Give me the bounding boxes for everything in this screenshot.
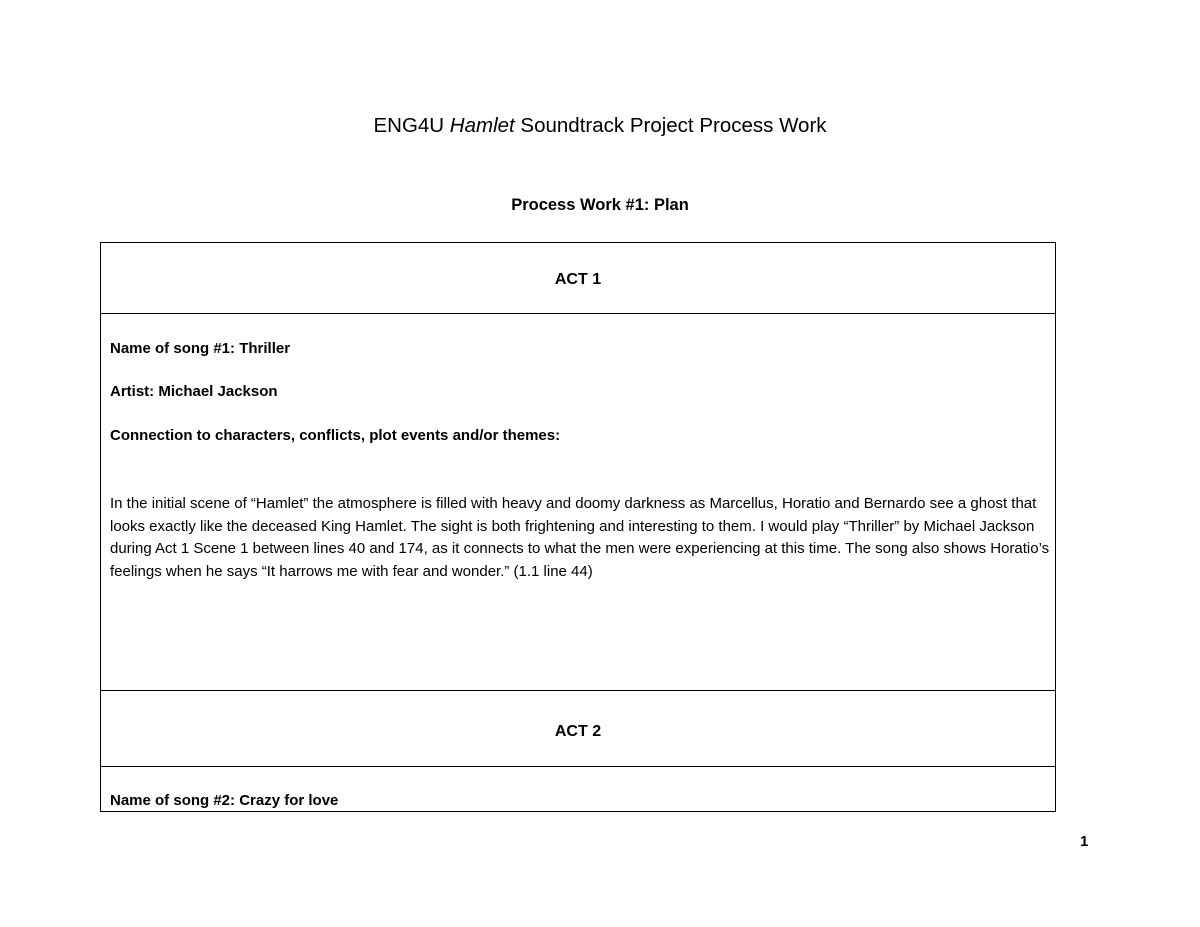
act-1-connection-text: In the initial scene of “Hamlet” the atmosphere is filled with heavy and doomy darkness as Marcellus, Horatio and Bernardo see a ghost that looks exactly like the deceased King Hamlet. The sight is both frightening and interesting to them. I would play “Thriller” by Michael Jackson during Act 1 Scene 1 between lines 40 and 174, as it connects to what the men were experiencing at this time. The song also shows Horatio’s feelings when he says “It harrows me with fear and wonder.” (1.1 line 44)	[110, 495, 1050, 580]
row-divider	[101, 690, 1055, 691]
act-1-connection-label: Connection to characters, conflicts, plot events and/or themes:	[110, 427, 561, 444]
title-prefix: ENG4U	[373, 114, 450, 137]
page-number: 1	[1080, 833, 1089, 850]
soundtrack-table	[100, 242, 1056, 812]
row-divider	[101, 766, 1055, 767]
act-2-song-name: Name of song #2: Crazy for love	[110, 792, 339, 809]
title-italic: Hamlet	[449, 114, 515, 137]
act-1-song-name: Name of song #1: Thriller	[110, 340, 291, 357]
document-title	[0, 112, 1200, 140]
act-1-artist: Artist: Michael Jackson	[110, 383, 278, 400]
row-divider	[101, 313, 1055, 314]
act-2-header: ACT 2	[554, 723, 602, 740]
document-subtitle: Process Work #1: Plan	[511, 196, 689, 214]
title-suffix: Soundtrack Project Process Work	[514, 114, 827, 137]
act-1-header: ACT 1	[554, 271, 602, 288]
